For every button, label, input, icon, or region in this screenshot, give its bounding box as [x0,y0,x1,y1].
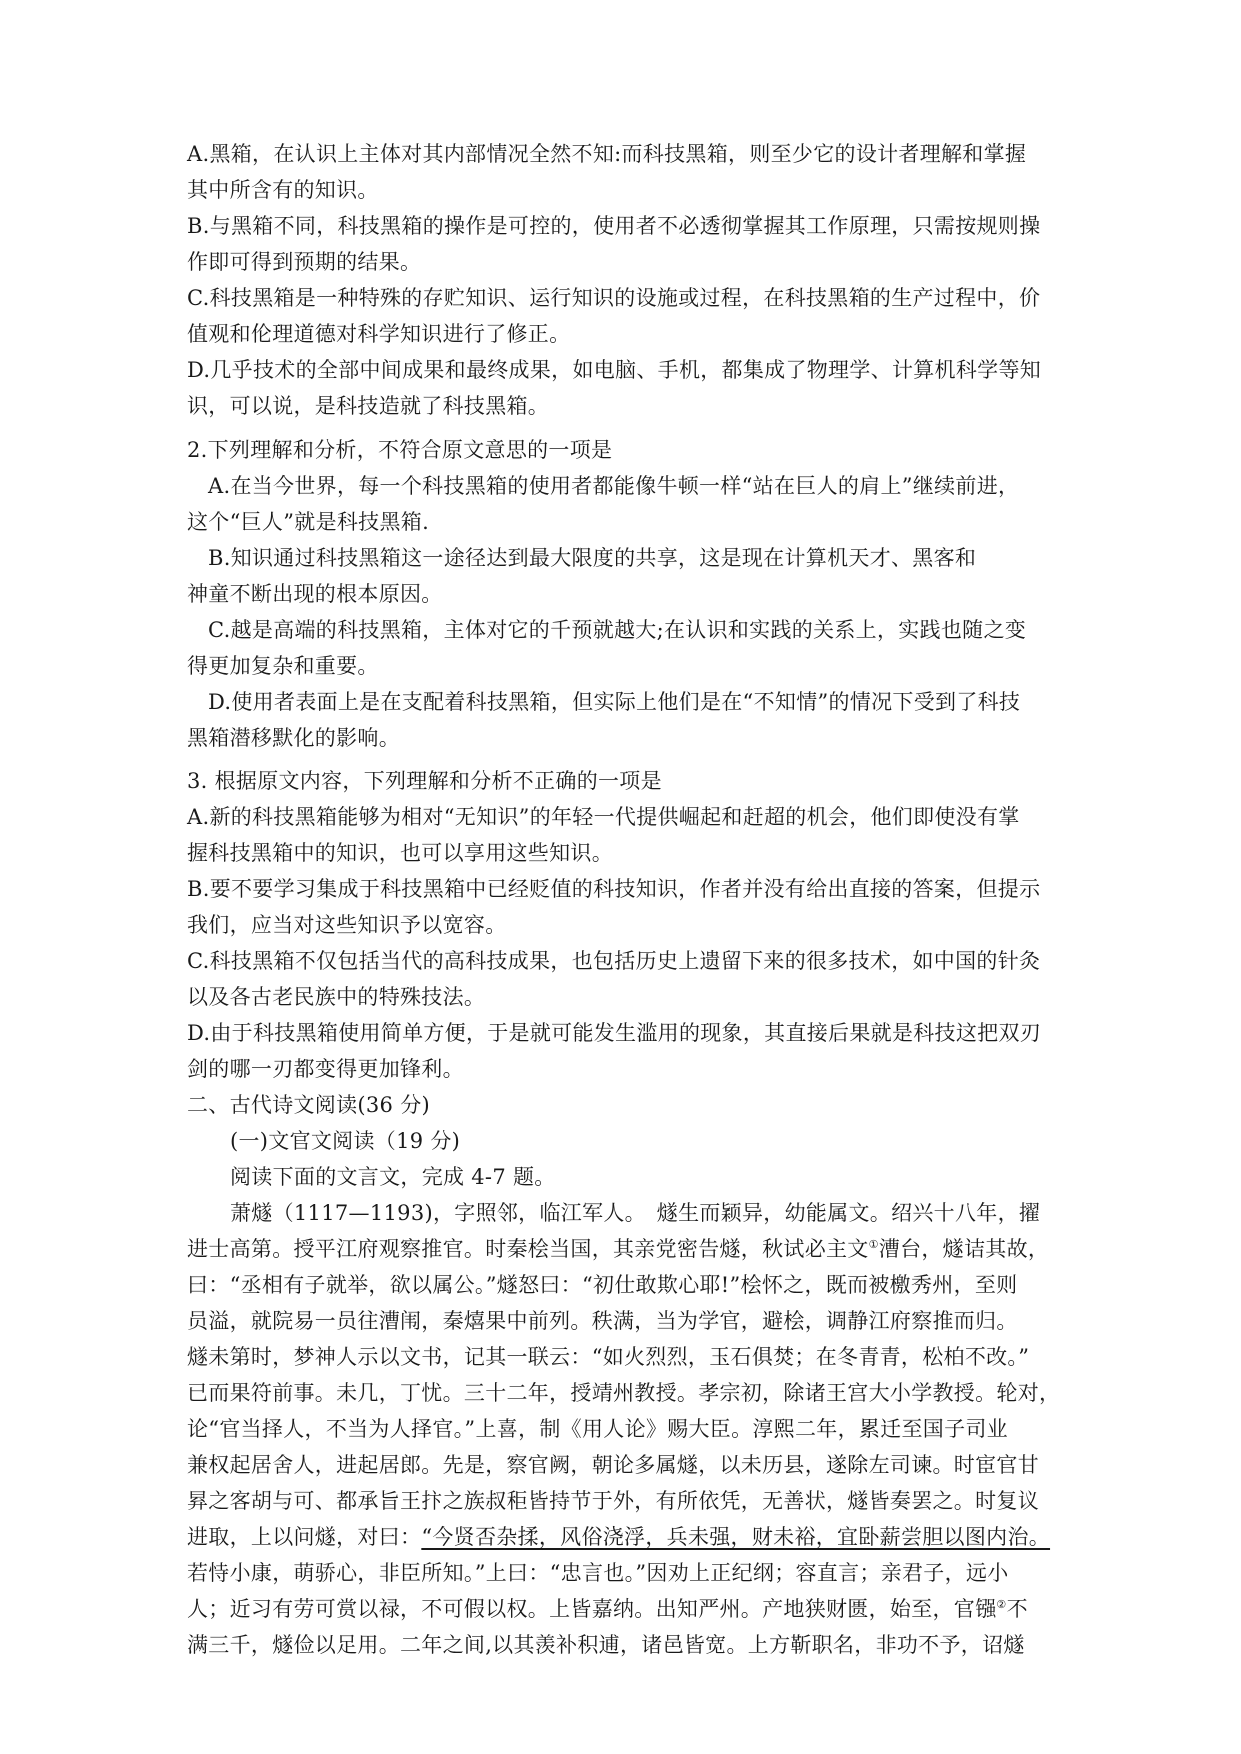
option-line: 这个“巨人”就是科技黑箱. [187,510,430,534]
passage-line: 萧燧（1117—1193)，字照邻，临江军人。 燧生而颖异，幼能属文。绍兴十八年，擢 [230,1201,1041,1225]
question-3-stem: 3. 根据原文内容，下列理解和分析不正确的一项是 [187,769,662,793]
option-line: 值观和伦理道德对科学知识进行了修正。 [187,322,571,346]
option-line: 得更加复杂和重要。 [187,654,379,678]
option-line: C.科技黑箱是一种特殊的存贮知识、运行知识的设施或过程，在科技黑箱的生产过程中，价 [187,286,1041,310]
option-line: B.要不要学习集成于科技黑箱中已经贬值的科技知识，作者并没有给出直接的答案，但提示 [187,877,1041,901]
question-1-options [187,136,1057,424]
option-line: C.科技黑箱不仅包括当代的高科技成果，也包括历史上遗留下来的很多技术，如中国的针灸 [187,949,1041,973]
option-line: B.知识通过科技黑箱这一途径达到最大限度的共享，这是现在计算机天才、黑客和 [208,546,977,570]
option-line: D.由于科技黑箱使用简单方便，于是就可能发生滥用的现象，其直接后果就是科技这把双刃 [187,1021,1042,1045]
section-subheading: (一)文官文阅读（19 分) [230,1129,461,1153]
question-3 [187,763,1057,1087]
option-line: D.几乎技术的全部中间成果和最终成果，如电脑、手机，都集成了物理学、计算机科学等知 [187,358,1042,382]
question-2-stem: 2.下列理解和分析，不符合原文意思的一项是 [187,438,613,462]
passage-line: 已而果符前事。未几，丁忧。三十二年，授靖州教授。孝宗初，除诸王宫大小学教授。轮对， [187,1381,1061,1405]
question-2 [187,432,1057,756]
passage-line: 满三千，燧俭以足用。二年之间,以其羡补积逋，诸邑皆宽。上方靳职名，非功不予，诏燧 [187,1633,1025,1657]
section-heading: 二、古代诗文阅读(36 分) [187,1093,430,1117]
passage-line: 昪之客胡与可、都承旨王抃之族叔秬皆持节于外，有所依凭，无善状，燧皆奏罢之。时复议 [187,1489,1039,1513]
section-instruction: 阅读下面的文言文，完成 4-7 题。 [230,1165,556,1189]
passage-text: 进士高第。授平江府观察推官。时秦桧当国，其亲党密告燧，秋试必主文 [187,1237,869,1261]
option-line: A.黑箱，在认识上主体对其内部情况全然不知:而科技黑箱，则至少它的设计者理解和掌握 [187,142,1027,166]
passage-line: 燧未第时，梦神人示以文书，记其一联云：“如火烈烈，玉石俱焚；在冬青青，松柏不改。” [187,1345,1030,1369]
passage-line [187,1231,1057,1267]
option-line: D.使用者表面上是在支配着科技黑箱，但实际上他们是在“不知情”的情况下受到了科技 [208,690,1021,714]
passage-text: 进取，上以问燧，对曰： [187,1525,422,1549]
section-2 [187,1087,1061,1663]
underlined-sentence: “今贤否杂揉，风俗浇浮，兵未强，财未裕，宜卧薪尝胆以图内治。 [421,1525,1051,1549]
passage-text: 漕台，燧诘其故， [878,1237,1050,1261]
passage-line: 兼权起居舍人，进起居郎。先是，察官阙，朝论多属燧，以未历县，遂除左司谏。时宦官甘 [187,1453,1039,1477]
passage-line [187,1591,1057,1627]
option-line: 识，可以说，是科技造就了科技黑箱。 [187,394,550,418]
footnote-marker: ① [868,1238,879,1251]
option-line: 握科技黑箱中的知识，也可以享用这些知识。 [187,841,613,865]
passage-line: 论“官当择人，不当为人择官。”上喜，制《用人论》赐大臣。淳熙二年，累迁至国子司业 [187,1417,1008,1441]
option-line: B.与黑箱不同，科技黑箱的操作是可控的，使用者不必透彻掌握其工作原理，只需按规则操 [187,214,1041,238]
option-line: 剑的哪一刃都变得更加锋利。 [187,1057,464,1081]
passage-line: 曰：“丞相有子就举，欲以属公。”燧怒曰：“初仕敢欺心耶!”桧怀之，既而被檄秀州，至则 [187,1273,1018,1297]
classical-passage [187,1195,1061,1663]
option-line: 以及各古老民族中的特殊技法。 [187,985,486,1009]
option-line: 作即可得到预期的结果。 [187,250,422,274]
passage-line: 若恃小康，萌骄心，非臣所知。”上曰：“忠言也。”因劝上正纪纲；容直言；亲君子，远小 [187,1561,1009,1585]
option-line: 其中所含有的知识。 [187,178,379,202]
option-line: A.在当今世界，每一个科技黑箱的使用者都能像牛顿一样“站在巨人的肩上”继续前进， [208,474,1020,498]
option-line: 黑箱潜移默化的影响。 [187,726,400,750]
option-line: C.越是高端的科技黑箱，主体对它的千预就越大;在认识和实践的关系上，实践也随之变 [208,618,1027,642]
option-line: 我们，应当对这些知识予以宽容。 [187,913,507,937]
passage-text: 不 [1006,1597,1028,1621]
passage-text: 人；近习有劳可赏以禄，不可假以权。上皆嘉纳。出知严州。产地狭财匮，始至，官镪 [187,1597,997,1621]
option-line: A.新的科技黑箱能够为相对“无知识”的年轻一代提供崛起和赶超的机会，他们即使没有掌 [187,805,1020,829]
footnote-marker: ② [996,1598,1007,1611]
passage-line [187,1519,1057,1555]
option-line: 神童不断出现的根本原因。 [187,582,443,606]
passage-line: 员溢，就院易一员往漕闱，秦熺果中前列。秩满，当为学官，避桧，调静江府察推而归。 [187,1309,1018,1333]
